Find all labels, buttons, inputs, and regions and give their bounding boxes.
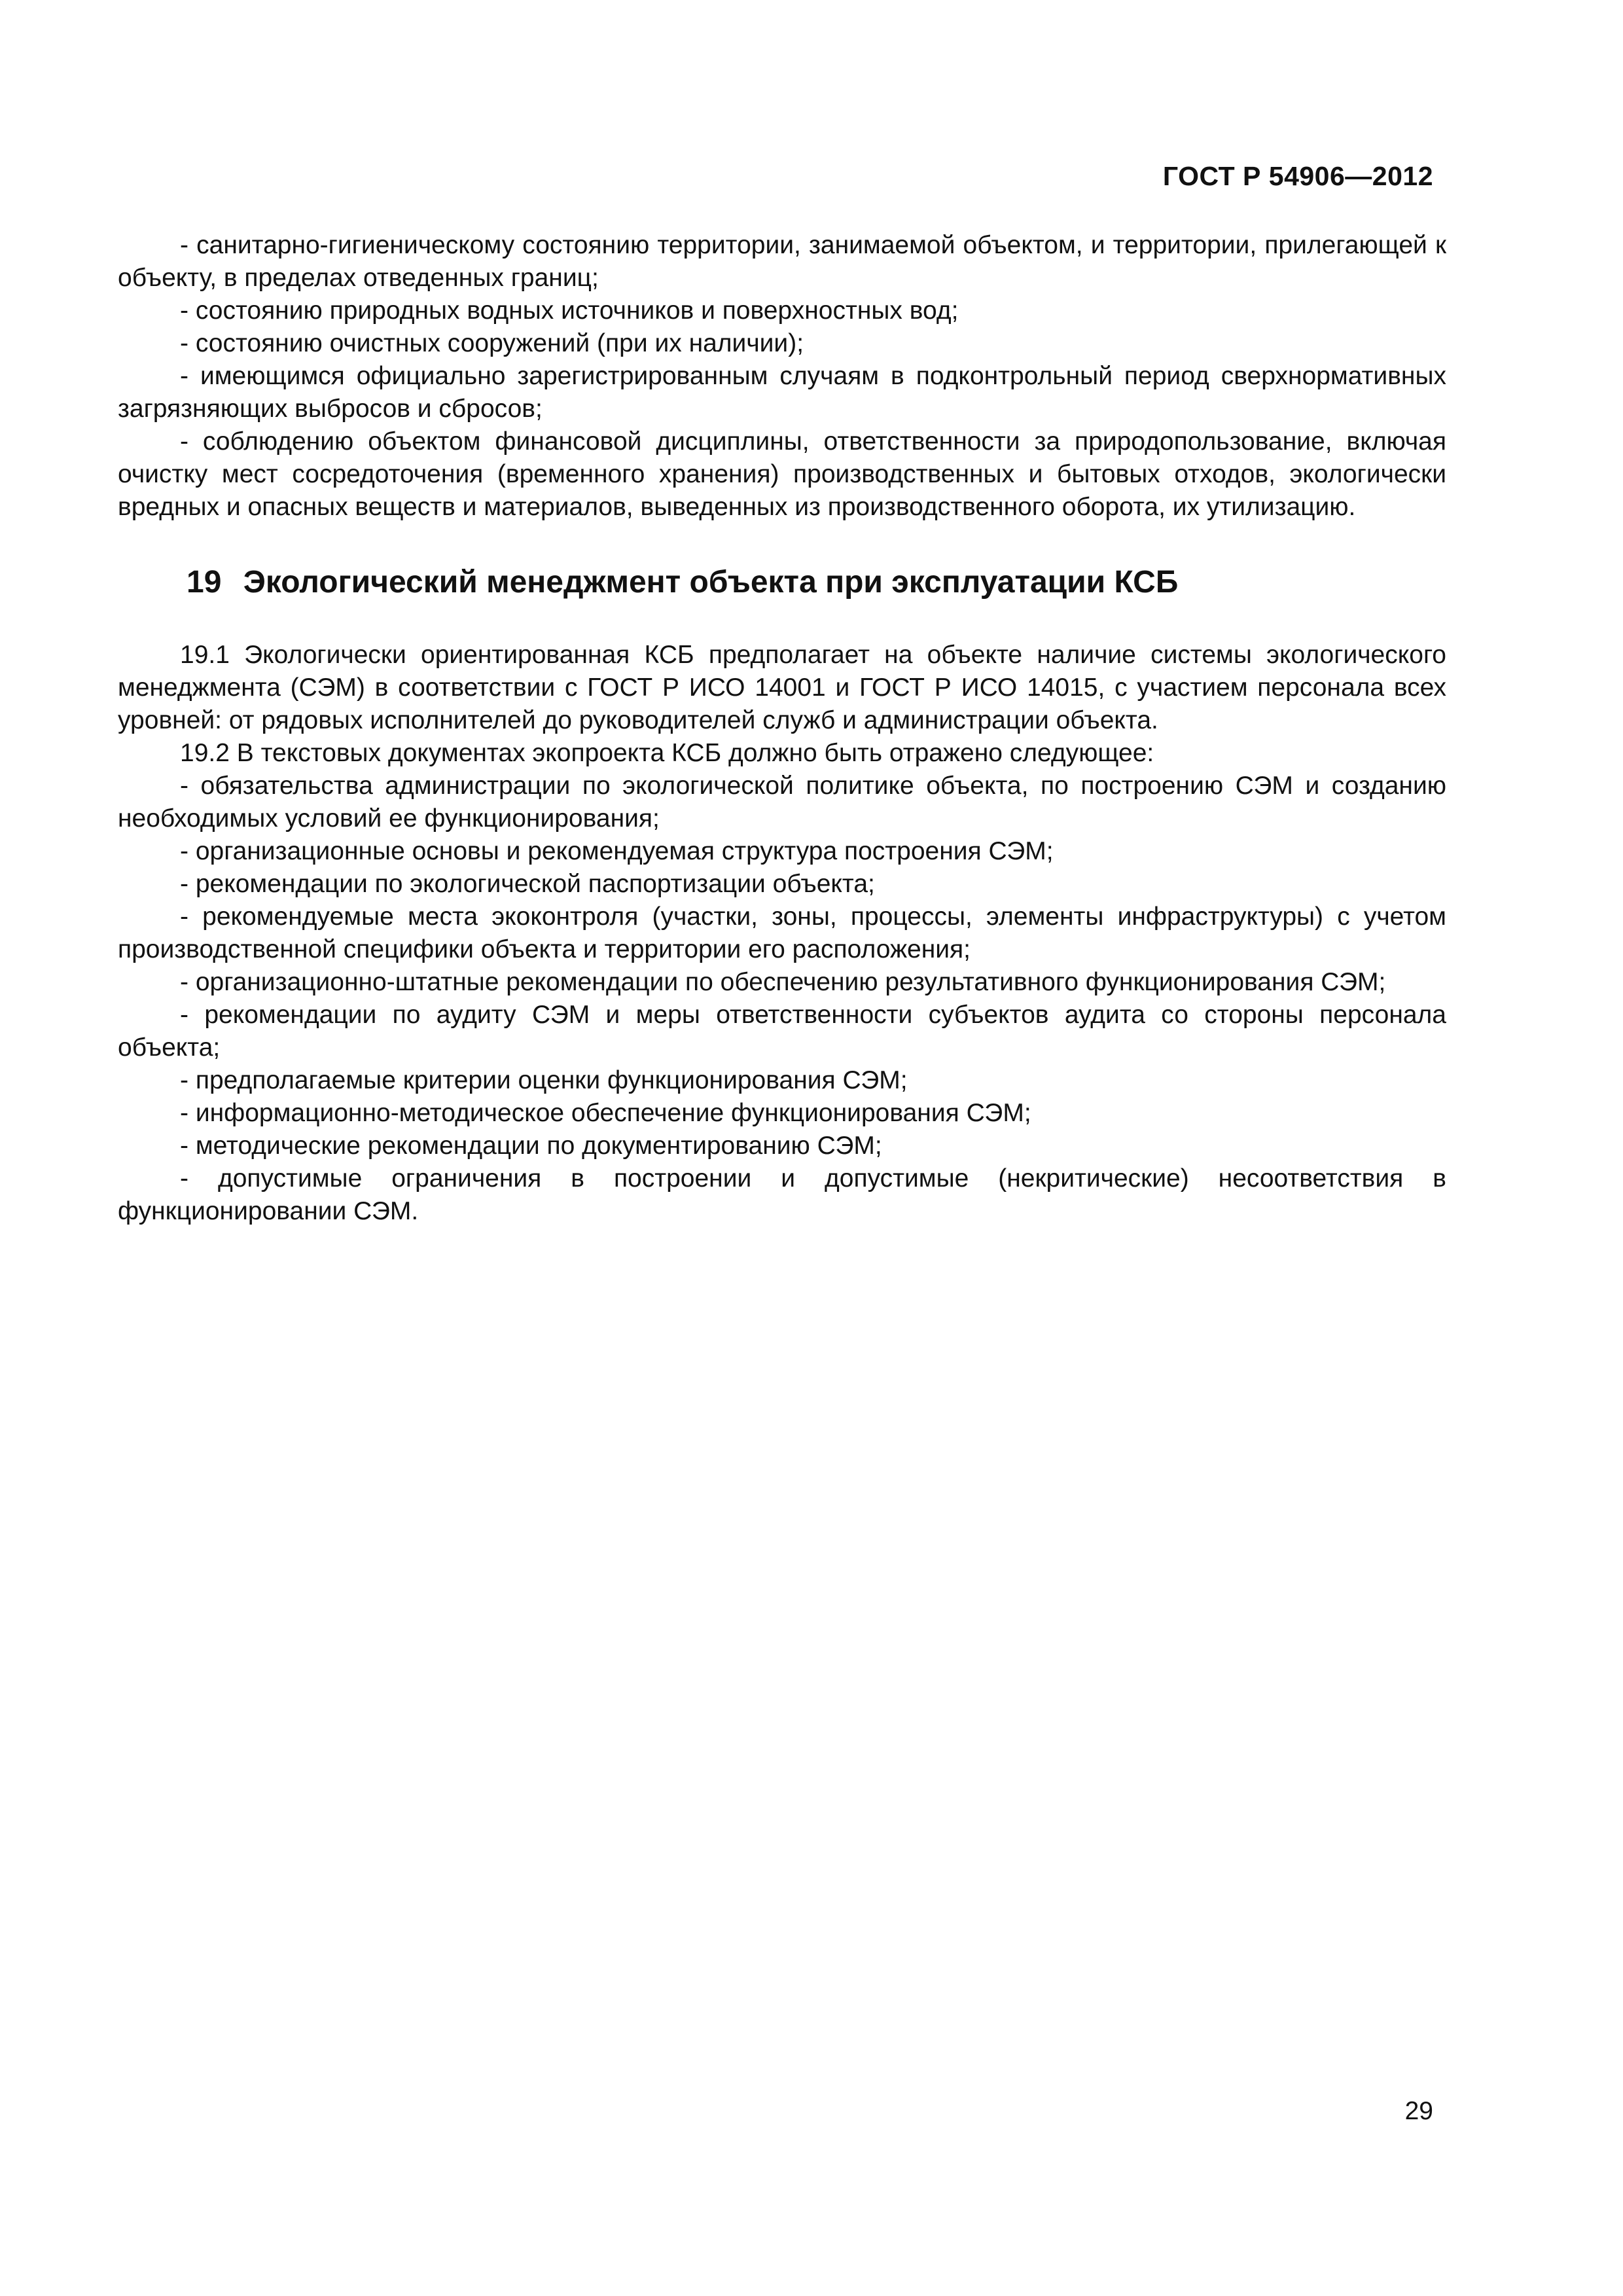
- section-number: 19: [187, 565, 222, 600]
- list-item: - соблюдению объектом финансовой дисциплины, ответственности за природопользование, включая очистку мест сосредоточения (временного хранения) производственных и бытовых отходов, экологически вредных и опасных веществ и материалов, выведенных из производственного оборота, их утилизацию.: [118, 427, 1446, 521]
- list-item: - организационные основы и рекомендуемая структура построения СЭМ;: [180, 837, 1054, 865]
- list-item: - предполагаемые критерии оценки функционирования СЭМ;: [180, 1066, 908, 1094]
- list-item: - организационно-штатные рекомендации по обеспечению результативного функционирования СЭМ;: [180, 968, 1386, 996]
- list-item: - имеющимся официально зарегистрированным случаям в подконтрольный период сверхнормативных загрязняющих выбросов и сбросов;: [118, 362, 1446, 423]
- list-item: - рекомендации по аудиту СЭМ и меры ответственности субъектов аудита со стороны персонала объекта;: [118, 1001, 1446, 1062]
- list-item: - обязательства администрации по экологической политике объекта, по построению СЭМ и созданию необходимых условий ее функционирования;: [118, 772, 1446, 833]
- document-code: ГОСТ Р 54906—2012: [1162, 161, 1433, 191]
- list-item: - допустимые ограничения в построении и допустимые (некритические) несоответствия в функционировании СЭМ.: [118, 1164, 1446, 1225]
- intro-list: [118, 229, 1446, 524]
- page-content: [118, 229, 1446, 1228]
- list-item: - методические рекомендации по документированию СЭМ;: [180, 1132, 882, 1160]
- section-heading: [118, 563, 1446, 602]
- clause-paragraph: 19.2 В текстовых документах экопроекта КСБ должно быть отражено следующее:: [180, 739, 1154, 767]
- list-item: - состоянию очистных сооружений (при их наличии);: [180, 329, 804, 357]
- list-item: - состоянию природных водных источников и поверхностных вод;: [180, 296, 959, 325]
- page-number: 29: [1404, 2097, 1433, 2125]
- list-item: - санитарно-гигиеническому состоянию территории, занимаемой объектом, и территории, прилегающей к объекту, в пределах отведенных границ;: [118, 231, 1446, 292]
- section-body: [118, 639, 1446, 1228]
- section-title: Экологический менеджмент объекта при эксплуатации КСБ: [243, 565, 1179, 600]
- clause-paragraph: 19.1 Экологически ориентированная КСБ предполагает на объекте наличие системы экологического менеджмента (СЭМ) в соответствии с ГОСТ Р ИСО 14001 и ГОСТ Р ИСО 14015, с участием персонала всех уровней: от рядовых исполнителей до руководителей служб и администрации объекта.: [118, 641, 1446, 734]
- list-item: - рекомендации по экологической паспортизации объекта;: [180, 870, 875, 898]
- list-item: - информационно-методическое обеспечение функционирования СЭМ;: [180, 1099, 1031, 1127]
- list-item: - рекомендуемые места экоконтроля (участки, зоны, процессы, элементы инфраструктуры) с учетом производственной специфики объекта и территории его расположения;: [118, 903, 1446, 963]
